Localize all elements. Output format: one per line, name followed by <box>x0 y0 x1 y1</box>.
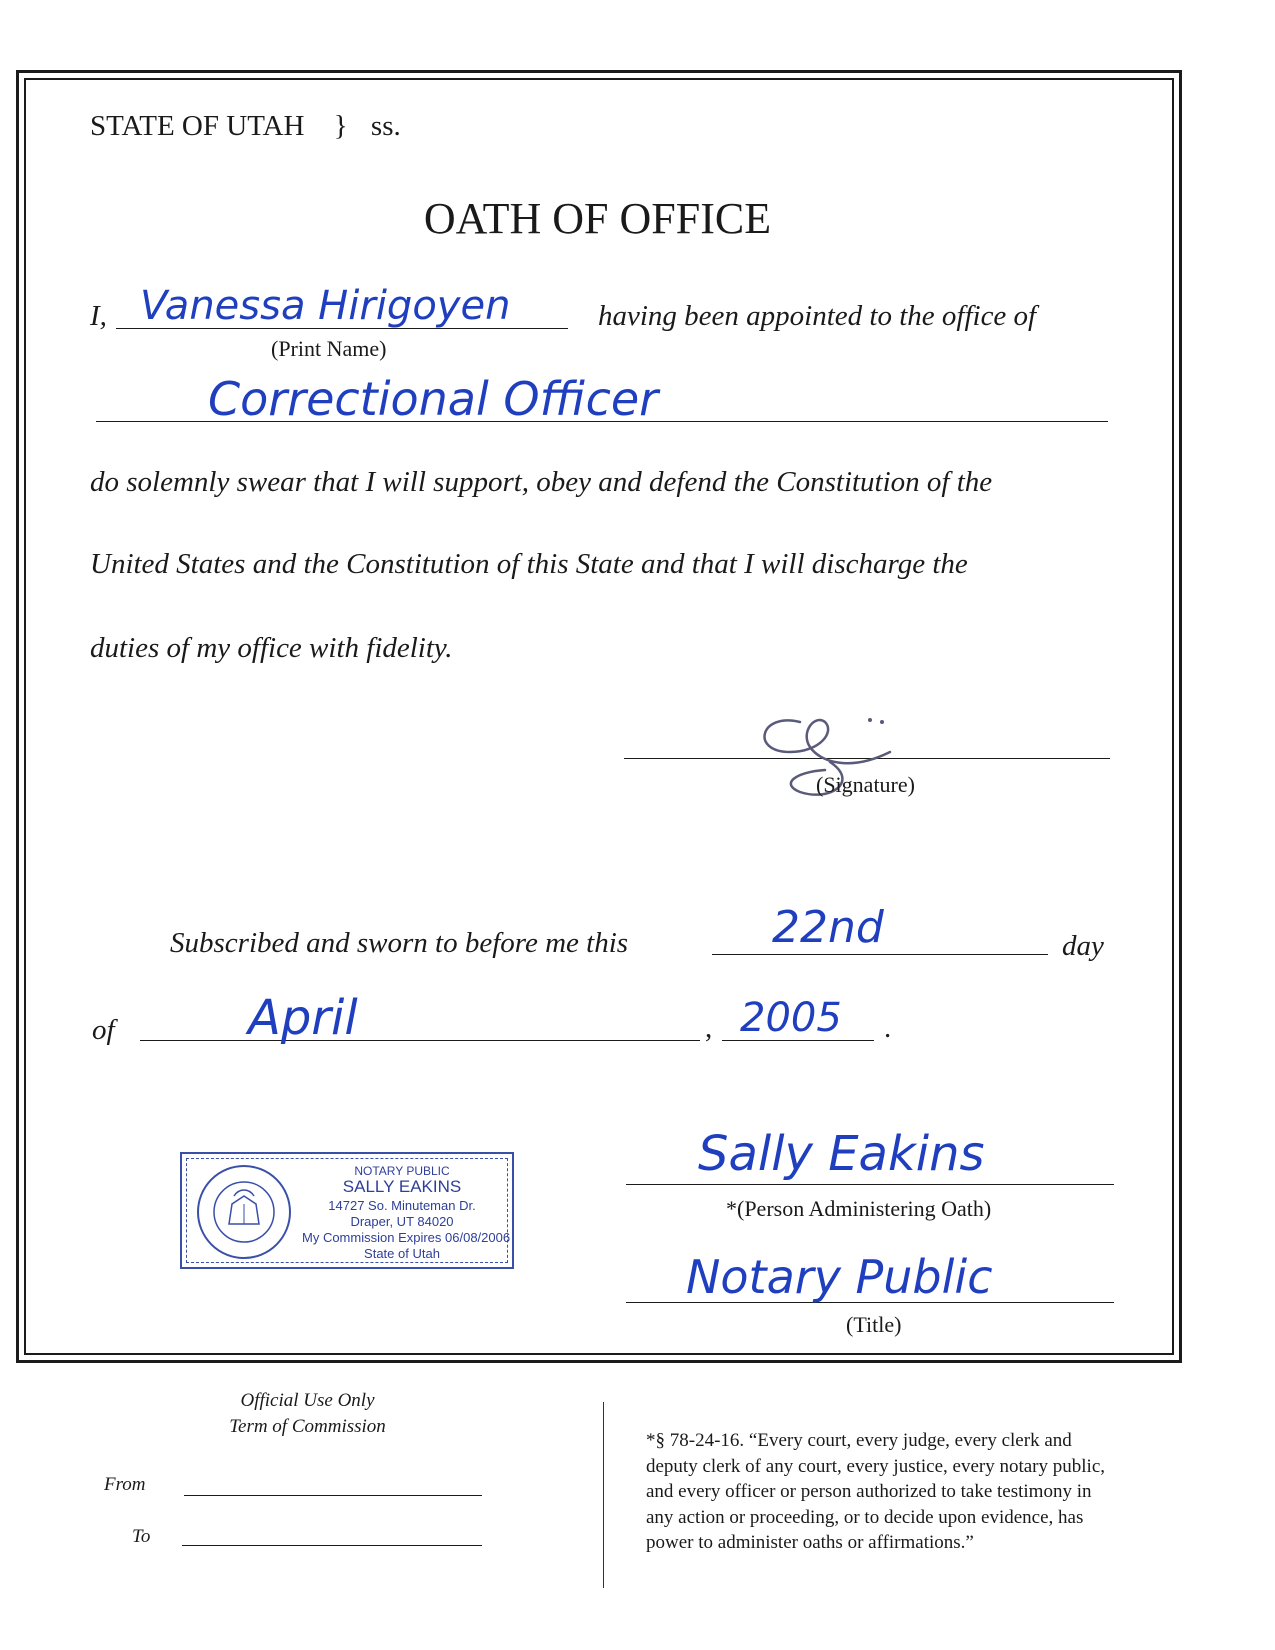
statute-footnote <box>646 1428 1105 1556</box>
term-of-commission-heading: Term of Commission <box>229 1416 386 1437</box>
page-title: OATH OF OFFICE <box>423 194 772 243</box>
day-label: day <box>1062 930 1104 962</box>
stamp-address1: 14727 So. Minuteman Dr. <box>328 1198 476 1213</box>
footnote-line-3: and every officer or person authorized to take testimony in <box>646 1481 1092 1502</box>
office-handwritten: Correctional Officer <box>208 372 659 426</box>
stamp-commission: My Commission Expires 06/08/2006 <box>302 1230 511 1245</box>
state-seal-icon <box>194 1162 294 1262</box>
notary-stamp <box>180 1152 514 1269</box>
date-comma: , <box>705 1012 713 1044</box>
administering-signature: Sally Eakins <box>698 1126 985 1182</box>
administering-signature-line <box>626 1184 1114 1185</box>
from-label: From <box>104 1474 146 1495</box>
to-label: To <box>132 1526 151 1547</box>
oath-line-3: duties of my office with fidelity. <box>90 632 453 664</box>
appointed-text: having been appointed to the office of <box>598 300 1037 332</box>
date-period: . <box>884 1012 892 1044</box>
of-label: of <box>92 1014 115 1046</box>
footnote-line-2: deputy clerk of any court, every justice, every notary public, <box>646 1455 1105 1477</box>
footnote-line-1: *§ 78-24-16. “Every court, every judge, every clerk and <box>646 1430 1072 1451</box>
month-line <box>140 1040 700 1041</box>
stamp-state: State of Utah <box>364 1246 440 1261</box>
title-handwritten: Notary Public <box>686 1250 993 1304</box>
day-handwritten: 22nd <box>772 902 884 953</box>
footer-divider <box>603 1402 604 1588</box>
oath-line-2: United States and the Constitution of this State and that I will discharge the <box>90 548 968 580</box>
sworn-text: Subscribed and sworn to before me this <box>170 927 629 959</box>
year-handwritten: 2005 <box>740 995 842 1041</box>
from-field[interactable] <box>184 1495 482 1496</box>
footnote-line-4: any action or proceeding, or to decide upon evidence, has <box>646 1506 1084 1528</box>
print-name-caption: (Print Name) <box>271 336 387 361</box>
ss-label: ss. <box>370 110 401 142</box>
month-handwritten: April <box>248 990 358 1046</box>
stamp-title: NOTARY PUBLIC <box>354 1164 450 1178</box>
administering-caption: *(Person Administering Oath) <box>726 1196 992 1221</box>
name-handwritten: Vanessa Hirigoyen <box>140 283 511 329</box>
official-use-heading: Official Use Only <box>240 1390 375 1411</box>
to-field[interactable] <box>182 1545 482 1546</box>
footnote-line-5: power to administer oaths or affirmations.” <box>646 1532 974 1553</box>
title-caption: (Title) <box>846 1312 902 1337</box>
oath-i-label: I, <box>90 300 107 332</box>
state-heading <box>90 110 401 143</box>
stamp-name: SALLY EAKINS <box>342 1177 462 1196</box>
stamp-address2: Draper, UT 84020 <box>350 1214 454 1229</box>
brace: } <box>333 110 348 142</box>
state-label: STATE OF UTAH <box>90 110 305 142</box>
signature-caption: (Signature) <box>816 772 915 797</box>
day-line <box>712 954 1048 955</box>
oath-line-1: do solemnly swear that I will support, obey and defend the Constitution of the <box>90 466 993 498</box>
